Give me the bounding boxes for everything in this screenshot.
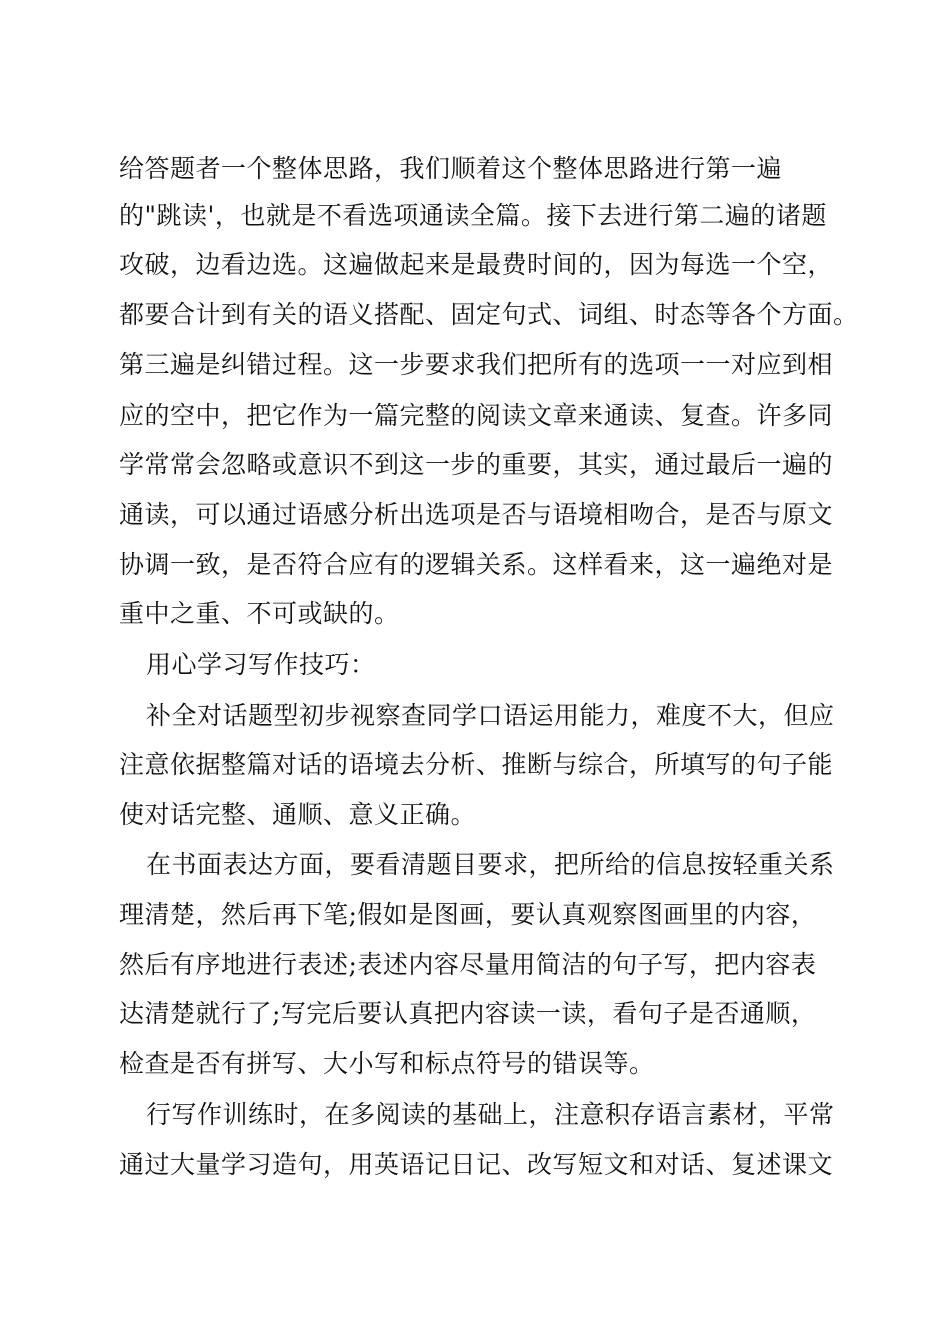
text-line: 在书面表达方面，要看清题目要求，把所给的信息按轻重关系 bbox=[146, 850, 835, 879]
text-line: 达清楚就行了;写完后要认真把内容读一读，看句子是否通顺， bbox=[119, 999, 817, 1028]
text-line: 学常常会忽略或意识不到这一步的重要，其实，通过最后一遍的 bbox=[119, 450, 834, 479]
text-line: 应的空中，把它作为一篇完整的阅读文章来通读、复查。许多同 bbox=[119, 401, 834, 430]
text-line: 补全对话题型初步视察查同学口语运用能力，难度不大，但应 bbox=[146, 701, 835, 730]
text-line: 重中之重、不可或缺的。 bbox=[119, 599, 400, 628]
text-line: 检查是否有拼写、大小写和标点符号的错误等。 bbox=[119, 1049, 655, 1078]
text-line: 都要合计到有关的语义搭配、固定句式、词组、时态等各个方面。 bbox=[119, 300, 859, 329]
section-heading: 用心学习写作技巧： bbox=[146, 650, 376, 679]
text-line: 的"跳读'，也就是不看选项通读全篇。接下去进行第二遍的诸题 bbox=[119, 201, 827, 230]
text-line: 攻破，边看边选。这遍做起来是最费时间的，因为每选一个空， bbox=[119, 250, 834, 279]
text-line: 通过大量学习造句，用英语记日记、改写短文和对话、复述课文 bbox=[119, 1150, 834, 1179]
text-line: 然后有序地进行表述;表述内容尽量用简洁的句子写，把内容表 bbox=[119, 950, 817, 979]
text-line: 协调一致，是否符合应有的逻辑关系。这样看来，这一遍绝对是 bbox=[119, 550, 834, 579]
text-line: 行写作训练时，在多阅读的基础上，注意积存语言素材，平常 bbox=[146, 1100, 835, 1129]
text-line: 第三遍是纠错过程。这一步要求我们把所有的选项一一对应到相 bbox=[119, 350, 834, 379]
text-line: 通读，可以通过语感分析出选项是否与语境相吻合，是否与原文 bbox=[119, 500, 834, 529]
text-line: 理清楚，然后再下笔;假如是图画，要认真观察图画里的内容， bbox=[119, 900, 817, 929]
text-line: 给答题者一个整体思路，我们顺着这个整体思路进行第一遍 bbox=[119, 154, 783, 183]
text-line: 使对话完整、通顺、意义正确。 bbox=[119, 800, 477, 829]
text-line: 注意依据整篇对话的语境去分析、推断与综合，所填写的句子能 bbox=[119, 750, 834, 779]
